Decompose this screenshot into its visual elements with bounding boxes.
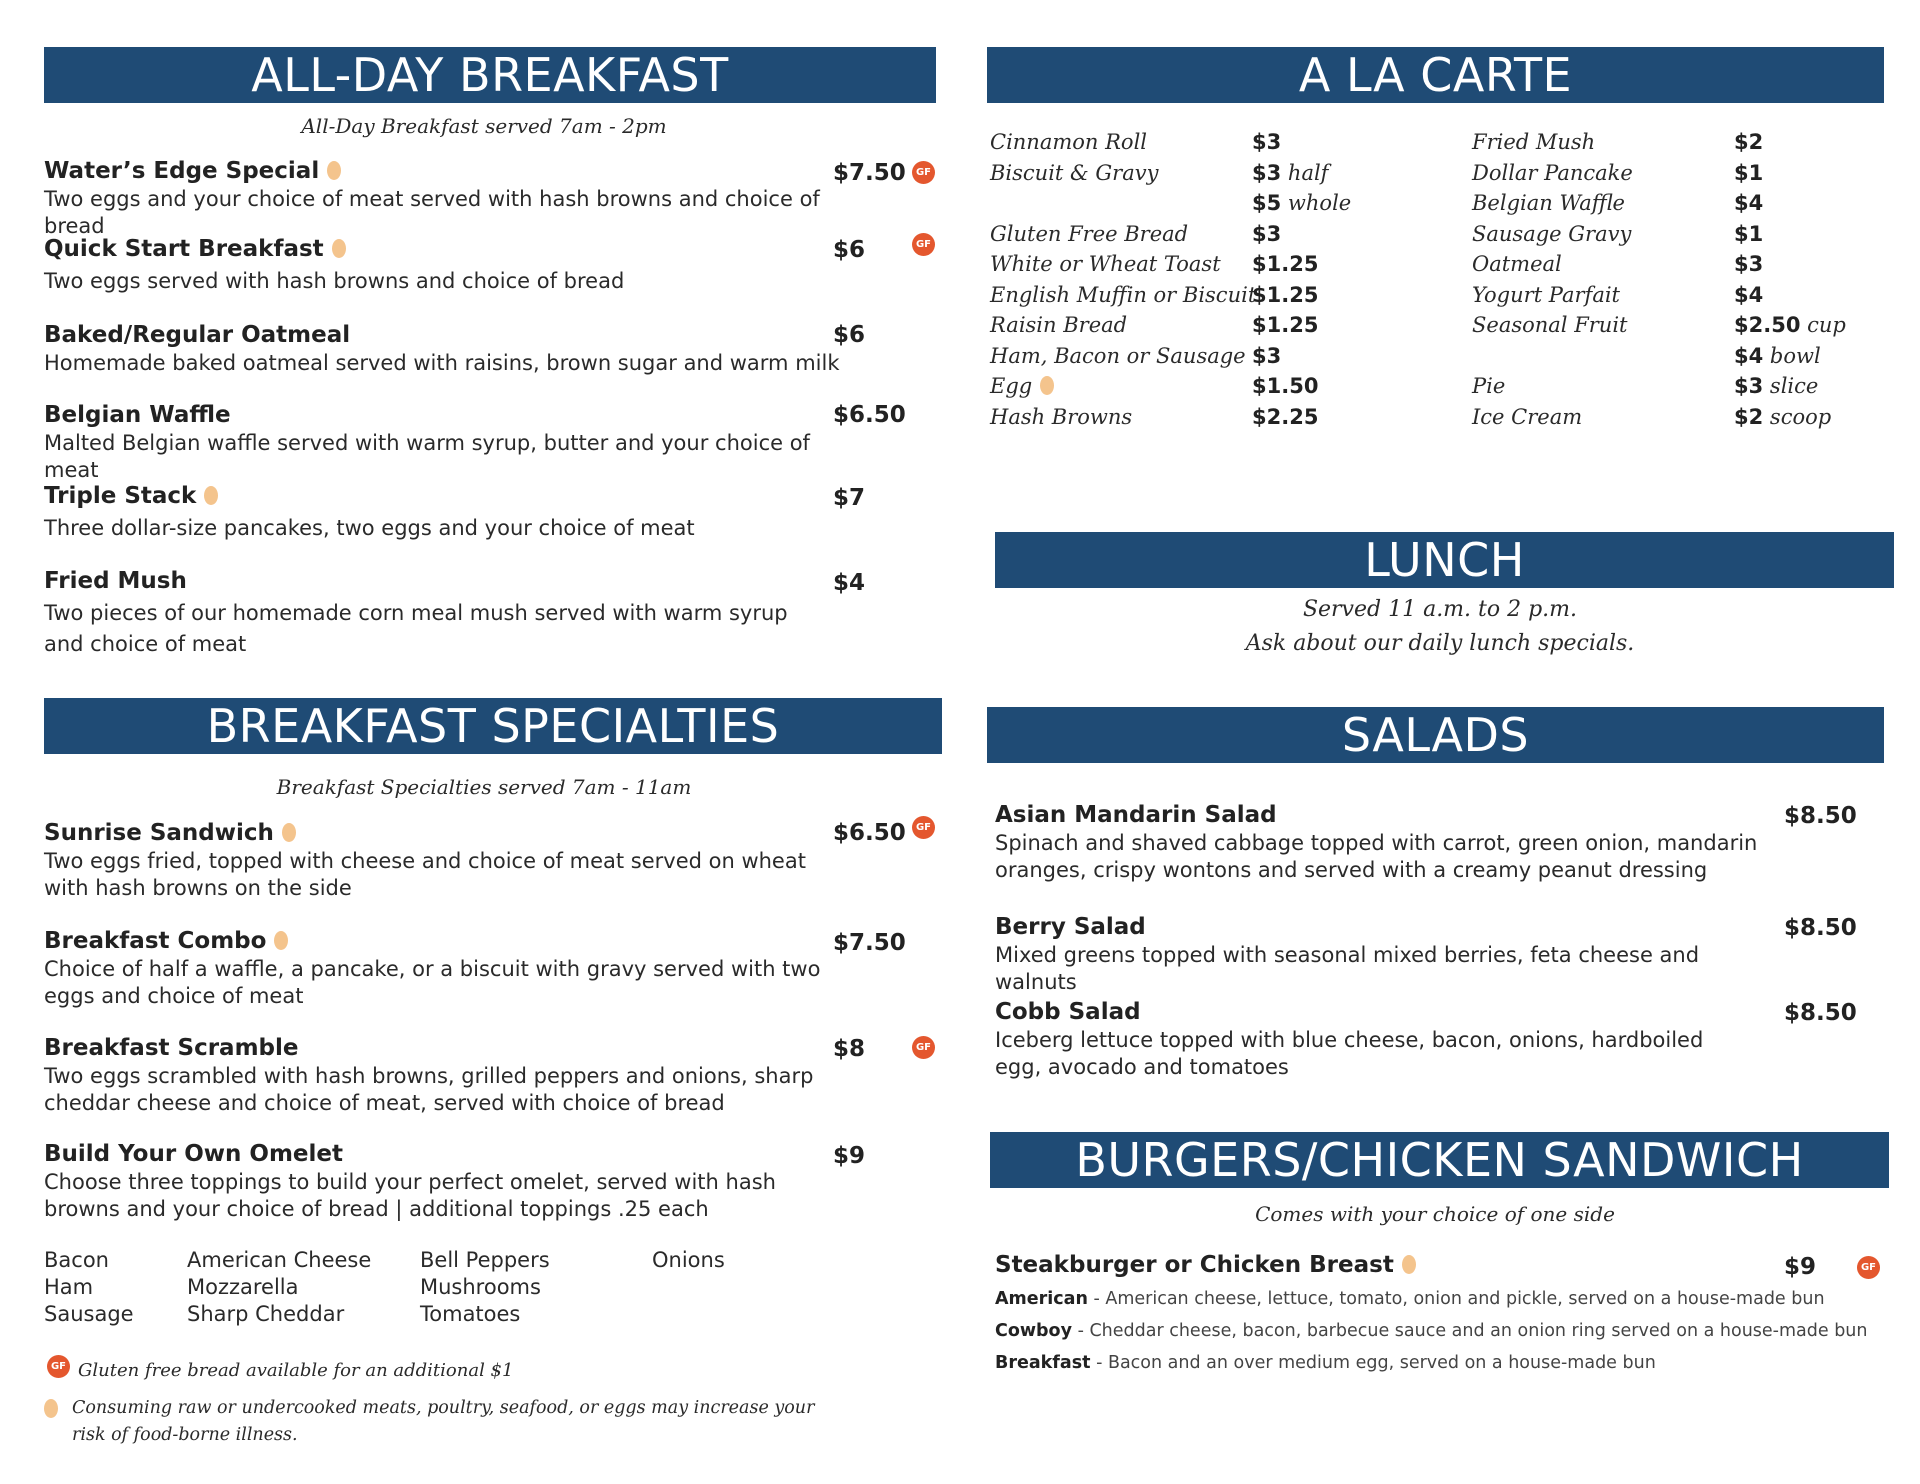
item-description: Three dollar-size pancakes, two eggs and your choice of meat xyxy=(44,516,695,540)
gluten-free-note: Gluten free bread available for an additional $1 xyxy=(78,1360,514,1381)
item-name: Breakfast Scramble xyxy=(44,1035,299,1061)
a-la-carte-price: $3 xyxy=(1252,130,1282,154)
menu-item-build-omelet xyxy=(44,1139,804,1223)
item-name: Asian Mandarin Salad xyxy=(995,802,1277,828)
menu-item-berry-salad xyxy=(995,912,1775,996)
item-description: Spinach and shaved cabbage topped with carrot, green onion, mandarin oranges, crispy wontons and served with a creamy peanut dressing xyxy=(995,831,1758,882)
item-name: Breakfast Combo xyxy=(44,928,267,954)
burger-style-name: Cowboy xyxy=(995,1321,1072,1341)
burger-style-desc: - Bacon and an over medium egg, served on a house-made bun xyxy=(1090,1353,1656,1373)
a-la-carte-item: Pie xyxy=(1472,374,1506,398)
item-price: $7.50 xyxy=(833,160,906,186)
a-la-carte-price: $4 xyxy=(1734,343,1764,368)
lunch-hours: Served 11 a.m. to 2 p.m. xyxy=(1302,597,1578,622)
topping: American Cheese xyxy=(187,1248,372,1272)
gluten-free-icon: GF xyxy=(912,161,935,184)
a-la-carte-left-prices xyxy=(1252,127,1351,432)
egg-icon xyxy=(332,239,346,258)
topping: Mozzarella xyxy=(187,1275,299,1299)
menu-item-breakfast-combo xyxy=(44,926,844,1010)
menu-item-belgian-waffle xyxy=(44,400,844,484)
menu-item-asian-mandarin-salad xyxy=(995,800,1825,884)
a-la-carte-price: $2.50 xyxy=(1734,313,1801,337)
item-price: $9 xyxy=(833,1143,866,1169)
lunch-banner: LUNCH xyxy=(995,532,1894,588)
a-la-carte-item: Belgian Waffle xyxy=(1472,191,1625,215)
a-la-carte-item: Yogurt Parfait xyxy=(1472,282,1620,307)
burger-style-american xyxy=(995,1287,1825,1311)
item-description: Mixed greens topped with seasonal mixed berries, feta cheese and walnuts xyxy=(995,943,1700,994)
item-name: Cobb Salad xyxy=(995,999,1141,1025)
topping: Sausage xyxy=(44,1302,134,1326)
item-price: $6.50 xyxy=(833,402,906,428)
a-la-carte-item xyxy=(1472,341,1633,372)
topping: Mushrooms xyxy=(420,1275,541,1299)
item-name: Build Your Own Omelet xyxy=(44,1141,343,1167)
a-la-carte-item: Ham, Bacon or Sausage xyxy=(990,343,1246,368)
topping: Ham xyxy=(44,1275,94,1299)
a-la-carte-item: Raisin Bread xyxy=(990,313,1128,337)
item-description: Homemade baked oatmeal served with raisins, brown sugar and warm milk xyxy=(44,351,840,375)
all-day-breakfast-subtitle: All-Day Breakfast served 7am - 2pm xyxy=(301,114,667,138)
gluten-free-icon: GF xyxy=(912,816,935,839)
a-la-carte-price: $4 xyxy=(1734,191,1764,215)
all-day-breakfast-banner: ALL-DAY BREAKFAST xyxy=(44,47,936,103)
a-la-carte-item: White or Wheat Toast xyxy=(990,252,1221,276)
topping: Bell Peppers xyxy=(420,1248,550,1272)
a-la-carte-price: $1.25 xyxy=(1252,313,1319,337)
egg-icon xyxy=(327,161,341,180)
a-la-carte-item: Sausage Gravy xyxy=(1472,221,1632,246)
a-la-carte-price: $1 xyxy=(1734,221,1764,246)
item-name: Baked/Regular Oatmeal xyxy=(44,322,351,348)
breakfast-specialties-subtitle: Breakfast Specialties served 7am - 11am xyxy=(276,775,692,799)
menu-item-cobb-salad xyxy=(995,997,1755,1081)
burger-style-desc: - American cheese, lettuce, tomato, onion and pickle, served on a house-made bun xyxy=(1087,1289,1825,1309)
gluten-free-icon: GF xyxy=(47,1355,70,1378)
item-name: Berry Salad xyxy=(995,914,1146,940)
toppings-column-other xyxy=(652,1247,725,1274)
item-description: Choose three toppings to build your perfect omelet, served with hash browns and your choice of bread | additional toppings .25 each xyxy=(44,1170,776,1221)
a-la-carte-item: Biscuit & Gravy xyxy=(990,160,1159,185)
gluten-free-icon: GF xyxy=(912,1036,935,1059)
gluten-free-icon: GF xyxy=(912,233,935,256)
egg-icon xyxy=(204,486,218,505)
item-description: Two eggs served with hash browns and choice of bread xyxy=(44,269,625,293)
a-la-carte-right-names xyxy=(1472,127,1633,432)
item-description: Two eggs scrambled with hash browns, grilled peppers and onions, sharp cheddar cheese and choice of meat, served with choice of bread xyxy=(44,1064,814,1115)
a-la-carte-item xyxy=(990,188,1256,219)
a-la-carte-item: Egg xyxy=(990,371,1256,402)
menu-item-steakburger xyxy=(995,1250,1795,1280)
a-la-carte-unit: whole xyxy=(1287,191,1352,215)
a-la-carte-item: Ice Cream xyxy=(1472,404,1583,429)
burger-style-desc: - Cheddar cheese, bacon, barbecue sauce and an onion ring served on a house-made bun xyxy=(1072,1321,1868,1341)
menu-item-quick-start xyxy=(44,234,844,295)
a-la-carte-item: Oatmeal xyxy=(1472,252,1562,276)
topping: Onions xyxy=(652,1248,725,1272)
topping: Tomatoes xyxy=(420,1302,521,1326)
item-name: Quick Start Breakfast xyxy=(44,236,324,262)
item-price: $6.50 xyxy=(833,820,906,846)
a-la-carte-unit: bowl xyxy=(1769,343,1821,368)
burgers-banner: BURGERS/CHICKEN SANDWICH xyxy=(990,1132,1889,1188)
item-price: $4 xyxy=(833,570,866,596)
item-price: $8 xyxy=(833,1036,866,1062)
item-description: Two eggs and your choice of meat served with hash browns and choice of bread xyxy=(44,187,820,238)
a-la-carte-item: Hash Browns xyxy=(990,404,1133,429)
burger-style-name: American xyxy=(995,1289,1088,1309)
a-la-carte-price: $3 xyxy=(1252,221,1282,246)
burger-style-breakfast xyxy=(995,1351,1656,1375)
item-name: Sunrise Sandwich xyxy=(44,820,274,846)
a-la-carte-price: $1.25 xyxy=(1252,282,1319,307)
menu-item-fried-mush xyxy=(44,566,824,660)
topping: Bacon xyxy=(44,1248,109,1272)
item-price: $7 xyxy=(833,485,866,511)
topping: Sharp Cheddar xyxy=(187,1302,345,1326)
a-la-carte-price: $2.25 xyxy=(1252,404,1319,429)
a-la-carte-banner: A LA CARTE xyxy=(987,47,1884,103)
item-price: $8.50 xyxy=(1784,915,1857,941)
a-la-carte-price: $3 xyxy=(1252,160,1282,185)
item-price: $6 xyxy=(833,237,866,263)
item-name: Fried Mush xyxy=(44,568,187,594)
egg-icon xyxy=(282,823,296,842)
a-la-carte-item: English Muffin or Biscuit xyxy=(990,282,1257,307)
a-la-carte-unit: slice xyxy=(1769,374,1819,398)
item-name: Belgian Waffle xyxy=(44,402,231,428)
item-price: $9 xyxy=(1784,1254,1817,1280)
item-price: $7.50 xyxy=(833,930,906,956)
item-price: $8.50 xyxy=(1784,803,1857,829)
lunch-specials-note: Ask about our daily lunch specials. xyxy=(1245,631,1635,656)
raw-food-warning: Consuming raw or undercooked meats, poultry, seafood, or eggs may increase your risk of food-borne illness. xyxy=(72,1398,815,1445)
a-la-carte-price: $5 xyxy=(1252,191,1282,215)
burgers-subtitle: Comes with your choice of one side xyxy=(1255,1202,1615,1226)
a-la-carte-price: $3 xyxy=(1734,374,1764,398)
egg-icon xyxy=(44,1399,58,1418)
a-la-carte-item: Gluten Free Bread xyxy=(990,221,1189,246)
a-la-carte-right-prices xyxy=(1734,127,1846,432)
menu-item-triple-stack xyxy=(44,481,844,542)
a-la-carte-item: Seasonal Fruit xyxy=(1472,313,1628,337)
item-description: Iceberg lettuce topped with blue cheese, bacon, onions, hardboiled egg, avocado and tomatoes xyxy=(995,1028,1704,1079)
a-la-carte-price: $1.25 xyxy=(1252,252,1319,276)
a-la-carte-price: $4 xyxy=(1734,282,1764,307)
burger-style-name: Breakfast xyxy=(995,1353,1091,1373)
item-description: Malted Belgian waffle served with warm syrup, butter and your choice of meat xyxy=(44,431,810,482)
breakfast-specialties-banner: BREAKFAST SPECIALTIES xyxy=(44,698,942,754)
menu-item-oatmeal xyxy=(44,320,844,377)
a-la-carte-unit: cup xyxy=(1807,313,1846,337)
a-la-carte-left-names xyxy=(990,127,1256,432)
menu-item-waters-edge xyxy=(44,156,844,240)
toppings-column-meats xyxy=(44,1247,134,1328)
item-name: Triple Stack xyxy=(44,483,197,509)
egg-icon xyxy=(1040,376,1054,395)
a-la-carte-price: $1 xyxy=(1734,160,1764,185)
gluten-free-icon: GF xyxy=(1857,1256,1880,1279)
item-description: Two pieces of our homemade corn meal mush served with warm syrup and choice of meat xyxy=(44,601,788,656)
a-la-carte-item: Dollar Pancake xyxy=(1472,160,1633,185)
item-price: $6 xyxy=(833,322,866,348)
item-description: Choice of half a waffle, a pancake, or a biscuit with gravy served with two eggs and choice of meat xyxy=(44,957,821,1008)
burger-style-cowboy xyxy=(995,1319,1868,1343)
a-la-carte-unit: scoop xyxy=(1769,404,1832,429)
a-la-carte-price: $2 xyxy=(1734,404,1764,429)
egg-icon xyxy=(274,931,288,950)
item-name: Water’s Edge Special xyxy=(44,158,320,184)
toppings-column-veggies xyxy=(420,1247,550,1328)
item-description: Two eggs fried, topped with cheese and choice of meat served on wheat with hash browns on the side xyxy=(44,849,806,900)
a-la-carte-item: Fried Mush xyxy=(1472,130,1596,154)
a-la-carte-item: Cinnamon Roll xyxy=(990,130,1147,154)
item-price: $8.50 xyxy=(1784,1000,1857,1026)
a-la-carte-price: $1.50 xyxy=(1252,374,1319,398)
egg-icon xyxy=(1402,1255,1416,1274)
item-name: Steakburger or Chicken Breast xyxy=(995,1252,1394,1278)
a-la-carte-price: $2 xyxy=(1734,130,1764,154)
a-la-carte-price: $3 xyxy=(1252,343,1282,368)
salads-banner: SALADS xyxy=(987,707,1884,763)
a-la-carte-unit: half xyxy=(1287,160,1329,185)
a-la-carte-price: $3 xyxy=(1734,252,1764,276)
menu-item-breakfast-scramble xyxy=(44,1033,814,1117)
toppings-column-cheeses xyxy=(187,1247,371,1328)
menu-item-sunrise-sandwich xyxy=(44,818,844,902)
